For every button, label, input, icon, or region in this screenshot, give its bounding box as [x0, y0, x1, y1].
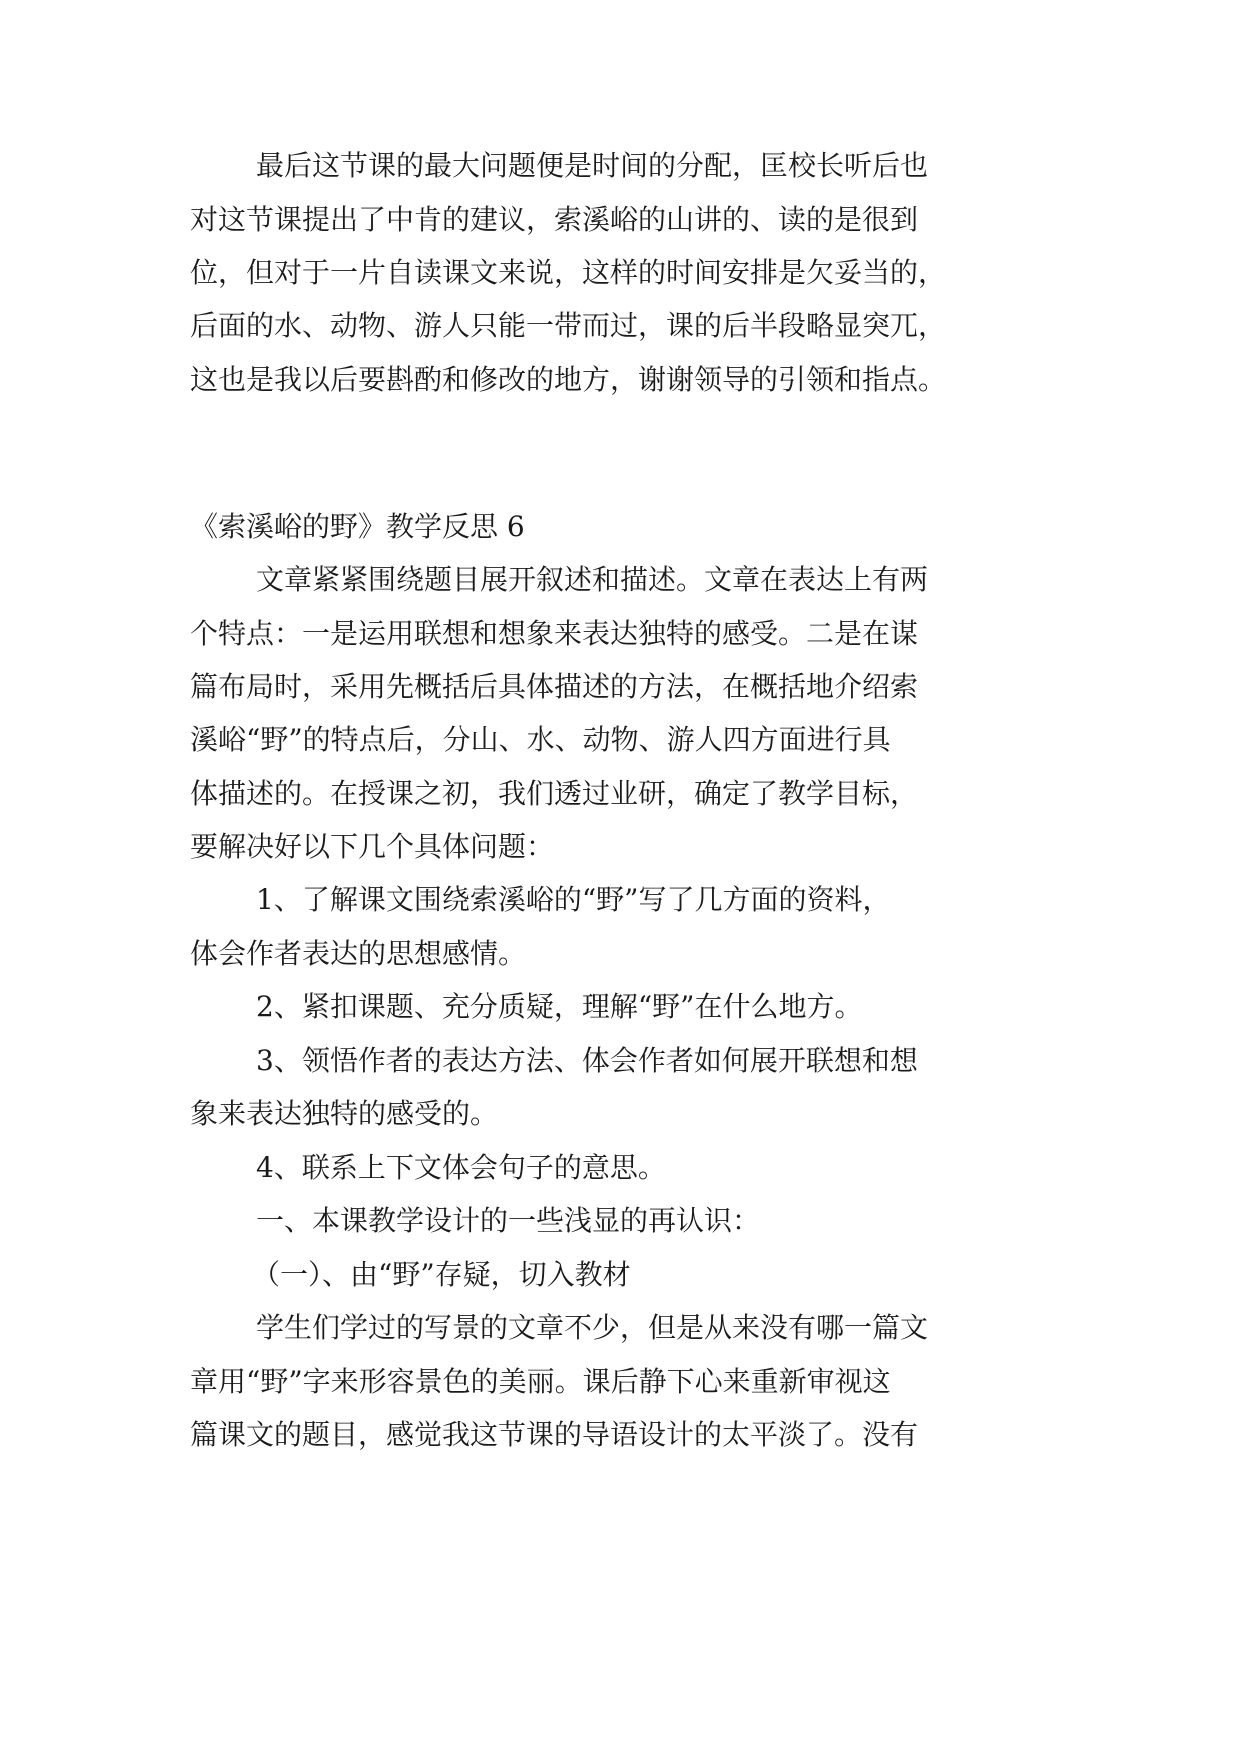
paragraph-line: 章用“野”字来形容景色的美丽。课后静下心来重新审视这	[190, 1365, 891, 1398]
paragraph-line: 位，但对于一片自读课文来说，这样的时间安排是欠妥当的，	[190, 256, 947, 289]
list-item-1-cont: 体会作者表达的思想感情。	[190, 937, 527, 970]
subsection-heading: 一、本课教学设计的一些浅显的再认识：	[256, 1204, 761, 1237]
paragraph-line: 体描述的。在授课之初，我们透过业研，确定了教学目标，	[190, 777, 919, 810]
list-item-2: 2、紧扣课题、充分质疑，理解“野”在什么地方。	[256, 990, 863, 1023]
section-title: 《索溪峪的野》教学反思 6	[190, 510, 525, 543]
list-item-3: 3、领悟作者的表达方法、体会作者如何展开联想和想	[256, 1044, 918, 1077]
paragraph-line: 篇课文的题目，感觉我这节课的导语设计的太平淡了。没有	[190, 1418, 919, 1451]
paragraph-line: 最后这节课的最大问题便是时间的分配，匡校长听后也	[256, 149, 929, 182]
paragraph-line: 要解决好以下几个具体问题：	[190, 830, 555, 863]
paragraph-line: 个特点：一是运用联想和想象来表达独特的感受。二是在谋	[190, 617, 919, 650]
paragraph-line: 溪峪“野”的特点后，分山、水、动物、游人四方面进行具	[190, 723, 891, 756]
paragraph-line: 文章紧紧围绕题目展开叙述和描述。文章在表达上有两	[256, 563, 929, 596]
list-item-1: 1、了解课文围绕索溪峪的“野”写了几方面的资料，	[256, 883, 891, 916]
paragraph-line: 对这节课提出了中肯的建议，索溪峪的山讲的、读的是很到	[190, 203, 919, 236]
paragraph-line: 篇布局时，采用先概括后具体描述的方法，在概括地介绍索	[190, 670, 919, 703]
paragraph-line: 后面的水、动物、游人只能一带而过，课的后半段略显突兀，	[190, 309, 947, 342]
paragraph-line: 这也是我以后要斟酌和修改的地方，谢谢领导的引领和指点。	[190, 363, 947, 396]
subsection-subheading: （一）、由“野”存疑，切入教材	[252, 1258, 631, 1291]
paragraph-line: 学生们学过的写景的文章不少，但是从来没有哪一篇文	[256, 1311, 929, 1344]
list-item-3-cont: 象来表达独特的感受的。	[190, 1097, 499, 1130]
list-item-4: 4、联系上下文体会句子的意思。	[256, 1151, 666, 1184]
